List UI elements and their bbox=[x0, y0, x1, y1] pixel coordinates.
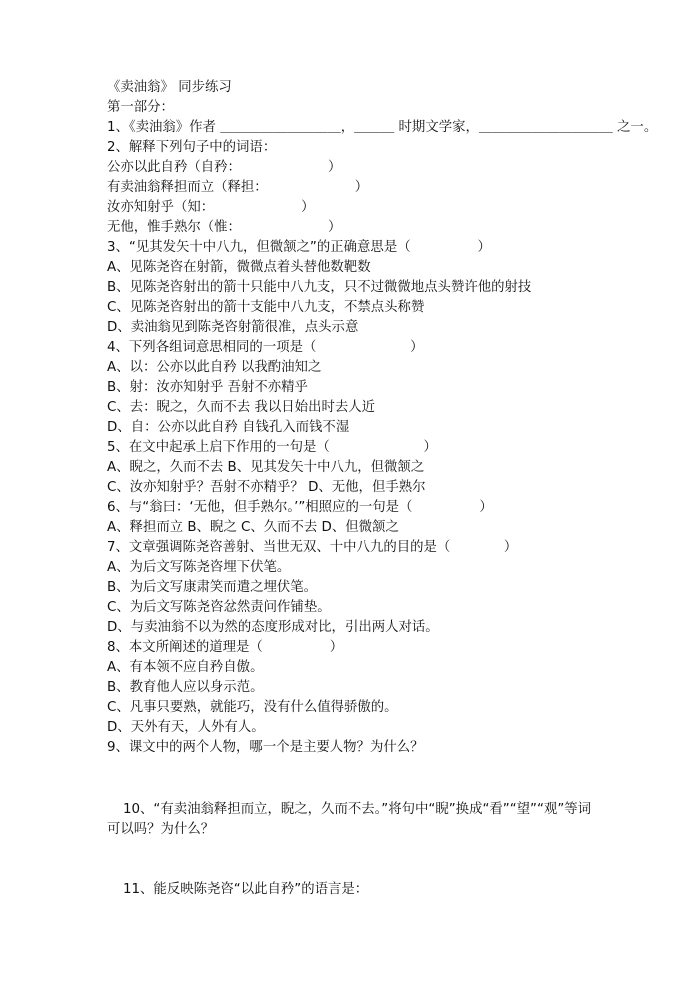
question-3-option: C、见陈尧咨射出的箭十支能中八九支，不禁点头称赞 bbox=[107, 300, 425, 315]
question-9: 9、课文中的两个人物，哪一个是主要人物？为什么？ bbox=[107, 740, 424, 755]
question-7-option: D、与卖油翁不以为然的态度形成对比，引出两人对话。 bbox=[107, 620, 439, 635]
question-4-option: A、以：公亦以此自矜 以我酌油知之 bbox=[107, 360, 322, 375]
question-2-stem: 2、解释下列句子中的词语： bbox=[107, 140, 277, 155]
question-5-stem: 5、在文中起承上启下作用的一句是（ ） bbox=[107, 440, 437, 455]
part-heading: 第一部分： bbox=[107, 100, 174, 115]
question-4-option: C、去：睨之，久而不去 我以日始出时去人近 bbox=[107, 400, 376, 415]
question-5-option: A、睨之，久而不去 B、见其发矢十中八九，但微颔之 bbox=[107, 460, 425, 475]
question-5-option: C、汝亦知射乎？吾射不亦精乎？ D、无他，但手熟尔 bbox=[107, 480, 426, 495]
doc-title: 《卖油翁》 同步练习 bbox=[107, 80, 232, 95]
question-3-option: D、卖油翁见到陈尧咨射箭很准，点头示意 bbox=[107, 320, 359, 335]
question-3-option: B、见陈尧咨射出的箭十只能中八九支，只不过微微地点头赞许他的射技 bbox=[107, 280, 532, 295]
question-8-option: A、有本领不应自矜自傲。 bbox=[107, 660, 264, 675]
question-7-stem: 7、文章强调陈尧咨善射、当世无双、十中八九的目的是（ ） bbox=[107, 540, 518, 555]
question-2-item: 有卖油翁释担而立（释担： ） bbox=[107, 180, 369, 195]
question-7-option: A、为后文写陈尧咨埋下伏笔。 bbox=[107, 560, 291, 575]
question-3-option: A、见陈尧咨在射箭，微微点着头替他数靶数 bbox=[107, 260, 371, 275]
question-8-option: B、教育他人应以身示范。 bbox=[107, 680, 264, 695]
question-10-line-2: 可以吗？为什么？ bbox=[107, 822, 215, 837]
question-4-stem: 4、下列各组词意思相同的一项是（ ） bbox=[107, 340, 424, 355]
question-10-line-1: 10、“有卖油翁释担而立，睨之，久而不去。”将句中“睨”换成“看”“望”“观”等词 bbox=[123, 802, 592, 817]
question-6-stem: 6、与“翁曰：‘无他，但手熟尔。’”相照应的一句是（ ） bbox=[107, 500, 493, 515]
question-2-item: 汝亦知射乎（知： ） bbox=[107, 200, 315, 215]
question-4-option: B、射：汝亦知射乎 吾射不亦精乎 bbox=[107, 380, 308, 395]
question-7-option: C、为后文写陈尧咨忿然责问作铺垫。 bbox=[107, 600, 331, 615]
question-6-option: A、释担而立 B、睨之 C、久而不去 D、但微颔之 bbox=[107, 520, 399, 535]
question-8-option: D、天外有天，人外有人。 bbox=[107, 720, 265, 735]
question-1: 1、《卖油翁》作者 ＿＿＿＿＿＿＿＿＿，＿＿＿ 时期文学家，＿＿＿＿＿＿＿＿＿＿ 之一。 bbox=[107, 120, 658, 135]
question-7-option: B、为后文写康肃笑而遣之埋伏笔。 bbox=[107, 580, 318, 595]
question-11: 11、能反映陈尧咨“以此自矜”的语言是： bbox=[123, 882, 369, 897]
question-2-item: 无他，惟手熟尔（惟： ） bbox=[107, 220, 342, 235]
question-3-stem: 3、“见其发矢十中八九，但微颔之”的正确意思是（ ） bbox=[107, 240, 491, 255]
question-2-item: 公亦以此自矜（自矜： ） bbox=[107, 160, 342, 175]
question-8-option: C、凡事只要熟，就能巧，没有什么值得骄傲的。 bbox=[107, 700, 398, 715]
question-8-stem: 8、本文所阐述的道理是（ ） bbox=[107, 640, 344, 655]
question-4-option: D、自：公亦以此自矜 自钱孔入而钱不湿 bbox=[107, 420, 350, 435]
